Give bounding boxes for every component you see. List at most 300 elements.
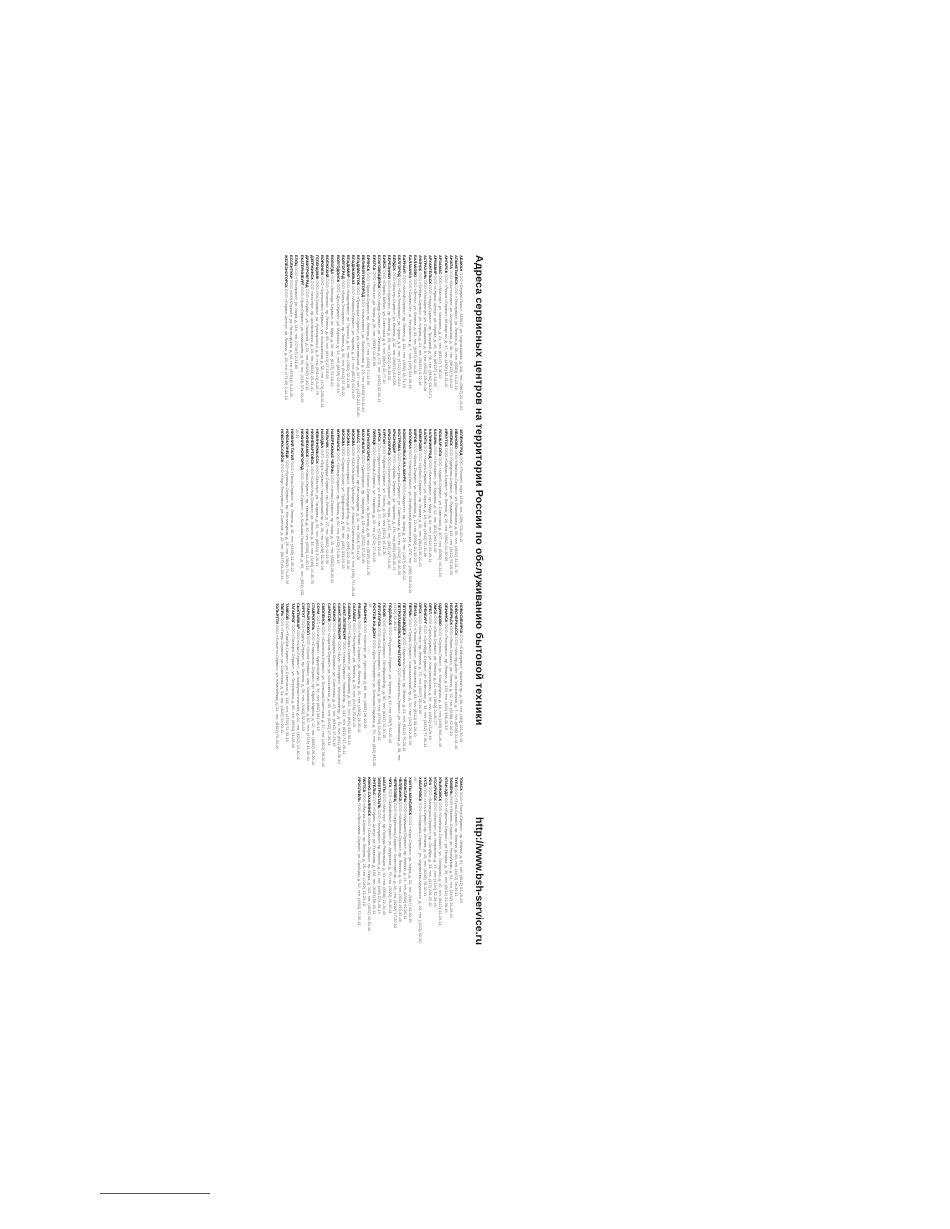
city-name: ТУЛА [453,777,459,788]
service-center-address: ООО «Техноцентр», ул. Савушкина, д. 6, тел. (8512) 25-60-48 [423,279,429,392]
city-name: ОРЕЛ [428,603,434,614]
address-entry [387,777,392,945]
city-name: КОСТРОМА [397,429,403,452]
service-center-address: ООО «Челны-Сервис», пр. Мира, д. 49, тел. (8552) 39-20-44 [330,474,336,584]
city-name: ТАМБОВ [285,603,291,620]
service-center-address: ООО «Марий-Сервис», ул. Советская, д. 107, тел. (8362) 45-11-20 [438,457,444,577]
city-name: КИРОВ [412,429,418,443]
city-name: ИВАНОВО [453,429,459,449]
address-entry [397,255,402,423]
address-entry [417,429,422,597]
address-entry [448,777,453,945]
address-entry [392,777,397,945]
city-name: САНКТ-ПЕТЕРБУРГ [336,603,342,641]
city-name: НАЛЬЧИК [325,429,331,448]
city-name: НОВОЧЕРКАССК [453,603,459,636]
service-center-address: ООО «Кузбасс-Сервис», пр. Ленина, д. 90, тел. (3842) 35-21-40 [417,452,423,567]
city-name: СТАРЫЙ ОСКОЛ [305,603,311,635]
address-entry [382,603,387,771]
address-entry [309,255,314,423]
service-center-address: ООО «Псков-Сервис», Октябрьский пр., д. 50, тел. (8112) 72-30-15 [382,617,388,739]
service-center-address: ООО «Омск-Сервис», ул. Ленина, д. 14, тел. (3812) 24-30-77 [433,615,439,725]
address-entry [422,603,427,771]
address-entry [438,777,443,945]
city-name: МАГНИТОГОРСК [366,429,372,462]
service-center-address: ООО «Сервис-Холл», ул. Профсоюзная, д. 56, тел. (495) 331-20-15 [340,446,346,569]
address-entry [397,429,402,597]
service-center-address: ООО «Сервис-Центр», ул. Ленина, д. 25, тел. (47148) 2-44-10 [284,288,290,400]
service-center-address: ООО «Мастер», пр. Победы Революции, д. 93, тел. (8636) 22-20-40 [382,793,388,916]
city-name: КРАСНОДАР [392,429,398,454]
service-center-address: ООО «Элтех», ул. Ленина, д. 93, тел. (8453) 62-44-30 [412,278,418,375]
city-name: НОВОКУЗНЕЦК [284,429,290,459]
service-center-address: ООО «Новсервис», ул. Ломоносова, д. 29, тел. (8162) 63-11-40 [361,298,367,412]
city-name: САЛАВАТ [352,603,358,622]
city-name: ЛИПЕЦК [371,429,377,446]
service-center-address: ООО «Сочи-Сервис», Курортный пр., д. 34, тел. (862) 264-30-15 [316,615,322,731]
city-name: ЭЛЕКТРОСТАЛЬ [377,777,383,809]
city-name: ВЛАДИКАВКАЗ [351,255,357,285]
city-name: КАЛИНИНГРАД [428,429,434,459]
service-center-address: ООО «Кузнецк-Сервис», пр. Металлургов, д. 26, тел. (3843) 74-20-10 [284,459,290,585]
service-center-address: ООО «Магнит-Сервис», пр. Ленина, д. 89, тел. (3519) 22-41-70 [366,462,372,576]
service-center-address: ООО «Техсервис», пр. Ленина, д. 11, тел. (496) 574-30-15 [377,809,383,914]
city-name: МОСКВА [345,429,351,446]
city-name: НИЖНЕВАРТОВСК [309,429,315,465]
service-center-address: ООО «Тагил-Сервис», пр. Ленина, д. 38, тел. (3435) 41-30-22 [289,461,295,572]
service-center-address: ООО «Татсервис», ул. Баумана, д. 44, тел. (843) 292-15-40 [433,446,439,553]
address-entry [351,429,356,597]
city-name: НАБЕРЕЖНЫЕ ЧЕЛНЫ [330,429,336,474]
address-entry [428,429,433,597]
service-center-address: ООО «Север-Сервис», пр. Ленина, д. 82, тел. (8152) 45-30-11 [335,452,341,564]
city-name: БЕЛГОРОД [397,255,403,277]
city-name: САРАТОВ [326,603,332,622]
city-name: НАХОДКА [320,429,326,449]
city-name: ЕССЕНТУКИ [289,255,295,279]
address-entry [289,255,294,423]
address-entry [397,777,402,945]
city-name: БЛАГОВЕЩЕНСК [376,255,382,289]
city-name: КРАСНОЯРСК [387,429,393,456]
city-name: БЕРДСК [392,255,398,271]
address-entry [325,429,330,597]
address-entry [289,429,294,597]
city-name: УЛЬЯНОВСК [438,777,444,802]
city-name: РОСТОВ-НА-ДОНУ [372,603,378,639]
service-center-address: ООО «Сервис-Центр», ул. Кирова, д. 45, тел. (86137) 3-15-00 [433,275,439,387]
service-center-address: ООО «Мастер», ул. Калинина, д. 24, тел. (83147) 7-30-22 [438,275,444,379]
city-name: БРЯНСК [366,255,372,272]
city-name: КОЛОМНА [407,429,413,449]
address-entry [458,429,463,597]
service-center-address: ООО «Ставрополь-Сервис», пр. Карла Маркса, д. 42, тел. (8652) 26-20-11 [311,631,317,766]
address-entry [458,255,463,423]
address-entry [412,429,417,597]
service-center-address: ООО «Сургут-Сервис», пр. Ленина, д. 39, тел. (3462) 52-20-15 [300,618,306,732]
city-name: ЧЕРЕПОВЕЦ [392,777,398,802]
city-name: ТВЕРЬ [280,603,286,617]
service-center-address: ООО «Балт-Техсервис», Московский пр., д. 79, тел. (812) 388-30-40 [336,641,342,764]
service-center-address: ООО «Алания-Сервис», ул. Кирова, д. 44, тел. (8672) 53-21-07 [351,285,357,399]
city-name: ПЯТИГОРСК [377,603,383,627]
address-entry [448,429,453,597]
service-center-address: ООО «Мастер-Плюс», ул. Октябрьской революции, д. 370, тел. (496) 618-20-11 [407,450,413,594]
city-name: БАЛАКОВО [412,255,418,278]
service-center-address: ООО «БСХ Бытовые Приборы», ул. Малая Семёновская, д. 9, тел. (495) 737-29-61 [351,446,357,597]
address-entry [443,603,448,771]
address-entry [438,255,443,423]
city-name: ЧИТА [387,777,393,788]
address-entry [422,255,427,423]
service-center-address: ООО «Дон-Сервис», ул. Морская, д. 12, тел. (8639) 22-40-15 [335,283,341,393]
address-entry [381,255,386,423]
city-name: КУРСК [376,429,382,442]
service-center-address: ООО «Югра-Сервис», ул. Мира, д. 52, тел. (3467) 33-30-15 [408,816,414,923]
city-name: ОДИНЦОВО [438,603,444,626]
address-entry [433,429,438,597]
city-name: СОЧИ [316,603,322,615]
service-center-address: ООО «Владсервис», ул. Горького, д. 61, тел. (4922) 32-14-88 [345,278,351,389]
city-name: ВЕЛИКИЙ НОВГОРОД [361,255,367,298]
city-name: ИРКУТСК [443,429,449,447]
service-center-address: ООО «Черноземье-Сервис», ул. Кольцовская, д. 35, тел. (473) 239-20-11 [320,276,326,408]
address-entry [304,255,309,423]
service-center-address: ООО «Чувашия-Сервис», пр. Ленина, д. 41, тел. (8352) 62-20-11 [403,803,409,920]
address-entry [433,255,438,423]
address-entry [356,777,361,945]
city-name: ДЗЕРЖИНСК [309,255,315,280]
address-entry [402,255,407,423]
city-name: ЗЕЛЕНОГРАД [459,429,464,456]
city-name: МАХАЧКАЛА [361,429,367,454]
service-center-address: ООО «Кама-Сервис», пр. Химиков, д. 40, тел. (8555) 41-20-15 [304,458,310,570]
address-entry [392,255,397,423]
city-name: НЕВИННОМЫССК [315,429,321,464]
city-name: НИЖНИЙ НОВГОРОД [299,429,305,470]
address-entry [438,429,443,597]
city-name: ЯРОСЛАВЛЬ [356,777,362,802]
address-entry [279,429,284,597]
address-entry [443,777,448,945]
service-center-address: ООО «Амуртех», пр. Мира, д. 29, тел. (4217) 54-30-12 [402,483,408,581]
city-name: ВОЛГОГРАД [340,255,346,279]
city-name: ЮЖНО-САХАЛИНСК [367,777,373,817]
address-entry [336,603,341,771]
service-center-address: ООО «Сервис», ул. Гагарина, д. 21, тел. (84235) 2-40-11 [304,288,310,391]
city-name: УССУРИЙСК [433,777,439,801]
service-center-address: ООО «Мастер», ул. Гагарина, д. 54, тел. (86554) 3-20-11 [315,464,321,567]
address-entry [366,429,371,597]
city-name: ТОМСК [459,777,464,791]
service-center-address: ООО «Смоленск-Сервис», ул. Большая Советская, д. 17, тел. (4812) 38-20-40 [321,626,327,768]
service-center-address: ООО «Кострома-Сервис», ул. Советская, д. 63, тел. (4942) 31-40-05 [397,452,403,576]
city-name: ЯКУТСК [361,777,367,793]
address-entry [371,429,376,597]
city-name: СУРГУТ [300,603,306,618]
address-entry [372,777,377,945]
city-name: АНАПА [448,255,454,269]
address-entry [345,255,350,423]
address-entry [340,255,345,423]
service-center-address: ООО «Ямал-Сервис», ул. Ленина, д. 32, тел. (3496) 42-20-10 [448,625,454,736]
address-entry [299,255,304,423]
address-entry [335,255,340,423]
city-name: ОБНИНСК [443,603,449,623]
service-center-address: ООО «Мастер», пр. Циолковского, д. 15, тел. (8313) 25-31-44 [309,280,315,392]
service-center-address: ООО «Нева-Сервис», Невский пр., д. 132, тел. (812) 717-20-11 [341,641,347,755]
service-center-address: ООО «Уралтех», пр. Ленина, д. 59, тел. (3424) 26-18-03 [387,279,393,381]
city-name: АРЗАМАС [438,255,444,275]
city-name: ЭНГЕЛЬС [372,777,378,796]
address-entry [428,777,433,945]
service-center-address: ООО «Пермь-Сервис», Комсомольский пр., д. 34, тел. (342) 212-30-15 [407,618,413,746]
address-entry [361,429,366,597]
address-entry [417,255,422,423]
city-name: ЕКАТЕРИНБУРГ [299,255,305,286]
service-center-address: ООО «КМВ-Сервис», ул. Пятигорская, д. 40, тел. (87934) 6-12-30 [289,279,295,398]
city-name: НИЖНЕКАМСК [304,429,310,458]
city-name: РЯЗАНЬ [357,603,363,620]
service-center-address: ООО «Томск-Сервис», пр. Ленина, д. 54, тел. (3822) 51-20-15 [459,791,464,903]
city-name: АСТРАХАНЬ [423,255,429,279]
city-name: ОРСК [417,603,423,614]
address-entry [422,777,427,945]
address-entry [311,603,316,771]
service-center-address: ООО «Мастер-Сервис», ул. Ленина, д. 30, тел. (38341) 2-14-56 [392,271,398,386]
address-entry [325,255,330,423]
service-center-address: ООО «Самотлор-Сервис», ул. Ленина, д. 15, тел. (3466) 24-30-70 [309,465,315,584]
service-center-address: ООО «Бурятия-Сервис», ул. Ленина, д. 30, тел. (3012) 21-30-15 [443,797,449,913]
service-center-address: ООО «Челябинск-Сервис», пр. Ленина, д. 64, тел. (351) 263-30-40 [397,802,403,922]
address-column [0,429,463,597]
address-entry [315,255,320,423]
service-center-address: ООО «Сервис-Центр», ул. Тельмана, д. 150, тел. (8453) 55-20-11 [372,796,378,915]
address-entry [376,429,381,597]
city-name: ВОЛЖСКИЙ [325,255,331,278]
service-center-address: ООО «Кубань-Сервис», ул. Красная, д. 176, тел. (861) 255-30-71 [392,454,398,571]
service-center-address: ООО «Амур-Сервис», ул. Зейская, д. 173, тел. (4162) 52-30-11 [376,289,382,403]
service-center-address: ООО «Техник», корп. 1106, тел. (499) 731-20-15 [459,456,464,543]
address-entry [376,255,381,423]
address-entry [453,603,458,771]
website-url[interactable]: http://www.bsh-service.ru [473,817,485,945]
service-center-address: ООО «Подольск-Сервис», ул. Кирова, д. 12, тел. (4967) 63-20-40 [387,626,393,744]
city-name: ЙОШКАР-ОЛА [438,429,444,457]
address-entry [326,603,331,771]
address-entry [361,255,366,423]
address-entry [295,429,304,597]
service-center-address: ООО «Курган-Сервис», ул. Гоголя, д. 55, тел. (3522) 46-11-30 [381,445,387,556]
city-name: НИЖНИЙ ТАГИЛ [289,429,295,461]
service-center-address: ООО «Мастер», пр. Ленина, д. 75, тел. (3537) 25-14-30 [417,614,423,714]
service-center-address: ООО «Алтай-Сервис», пр. Ленина, д. 154, тел. (3852) 36-71-15 [402,274,408,388]
service-center-address: ООО «Техсервис», ул. Мира, д. 116, тел. (47467) 2-31-80 [294,266,300,370]
service-center-address: ООО «Порт-Техсервис», ул. Советов, д. 42, тел. (8617) 61-30-15 [279,463,285,580]
service-center-address: ООО «Ярославль-Сервис», ул. Свободы, д. 62, тел. (4852) 72-30-11 [356,802,362,926]
service-center-address: ООО «Липецк-Сервис», ул. Гагарина, д. 33, тел. (4742) 27-30-15 [371,446,377,563]
city-name: ИЖЕВСК [448,429,454,446]
city-name: ДИМИТРОВГРАД [304,255,310,288]
address-entry [361,777,366,945]
address-entry [294,255,299,423]
service-center-address: ООО «Сервис-Плюс», ул. Молодёжная, д. 46, тел. (495) 591-20-40 [438,627,444,747]
service-center-address: ООО «Забайкалье-Сервис», ул. Амурская, д. 70, тел. (3022) 35-30-11 [387,788,393,914]
city-name: УЛАН-УДЭ [443,777,449,797]
address-entry [345,429,350,597]
service-center-address: ООО «Хабаровск-Сервис», ул. Муравьёва-Амурского, д. 23, тел. (4212) 30-20-40 [413,777,423,944]
city-name: ВОЛГОДОНСК [335,255,341,283]
address-entry [412,603,417,771]
city-name: ШАХТЫ [382,777,388,793]
address-entry [315,429,320,597]
address-entry [357,603,362,771]
city-name: МОСКВА [340,429,346,446]
address-entry [341,603,346,771]
service-center-address: ООО «Тольятти-Сервис», ул. Юбилейная, д. 31, тел. (8482) 70-30-40 [275,625,281,750]
city-name: СМОЛЕНСК [321,603,327,626]
address-entry [330,429,335,597]
service-center-address: ООО «Норд-Сервис», пр. Троицкий, д. 52, тел. (8182) 65-33-71 [428,284,434,399]
address-entry [443,255,448,423]
service-center-address: ООО «Приморье-Сервис», ул. Светланская, д. 147, тел. (423) 243-50-60 [356,286,362,417]
service-center-address: ООО «Ремонт-Сервис», 95 квартал, д. 17, тел. (3955) 52-11-40 [443,274,449,388]
address-entry [352,603,357,771]
address-column [0,603,463,771]
address-entry [316,603,321,771]
service-center-address: ООО «Удмуртия-Сервис», ул. Пушкинская, д. 154, тел. (3412) 51-20-33 [448,446,454,575]
city-name: ОМСК [433,603,439,615]
service-center-address: ООО «Сахалин-Сервис», пр. Мира, д. 113, тел. (4242) 42-30-40 [367,817,373,932]
service-center-address: ООО «Мордовия-Сервис», ул. Советская, д. 47, тел. (8342) 47-20-15 [331,622,337,747]
address-entry [300,603,305,771]
address-entry [340,429,345,597]
address-entry [356,255,361,423]
service-center-address: ООО «Калуга-Сервис», ул. Кирова, д. 19, тел. (4842) 57-30-80 [423,445,429,558]
service-center-address: ООО «Саратов-Сервис», ул. Московская, д. 55, тел. (8452) 27-30-11 [326,622,332,746]
city-name: АРМАВИР [433,255,439,275]
city-name: ВЛАДИМИР [345,255,351,278]
service-center-address: ООО «КМВ-Техсервис», пр. Кирова, д. 59, тел. (8793) 33-20-11 [377,627,383,741]
city-name: ГЕЛЕНДЖИК [315,255,321,280]
service-center-address: ООО «Мастер», ул. Крестовая, д. 88, тел. (4855) 28-20-15 [362,624,368,729]
service-center-address: ООО «Бел-Техсервис», ул. Щорса, д. 8, тел. (4722) 31-20-44 [397,277,403,387]
address-column [0,777,463,945]
service-center-address: ООО «Якутия-Сервис», пр. Ленина, д. 28, тел. (4112) 42-20-15 [361,793,367,906]
service-center-address: ООО «Урал-Сервис», ул. Малышева, д. 51, тел. (343) 371-20-45 [299,286,305,403]
address-entry [320,255,325,423]
address-entry [382,777,387,945]
address-entry [304,429,309,597]
city-name: НОЯБРЬСК [448,603,454,625]
address-entry [413,777,422,945]
city-name: КЕМЕРОВО [417,429,423,452]
address-entry [428,603,433,771]
service-center-address: ООО «Байкал-Сервис», ул. Ленина, д. 20, тел. (3952) 24-30-55 [443,447,449,562]
service-center-address: ООО «Сервис-Бийск», ул. Советская, д. 9, тел. (3854) 32-77-10 [381,269,387,384]
address-entry [290,603,295,771]
address-entry [428,255,433,423]
address-entry [305,603,310,771]
city-name: АНГАРСК [443,255,449,274]
service-center-address: ООО «Порт-Сервис», Находкинский пр., д. 58, тел. (4236) 62-30-18 [320,449,326,571]
service-center-address: ООО «Симбирск-Сервис», ул. Гончарова, д. 40, тел. (8422) 41-20-11 [438,802,444,926]
address-entry [458,603,463,771]
city-name: АБАКАН [459,255,464,272]
city-name: ВОРОНЕЖ [320,255,326,276]
city-name: ЕЛЕЦ [294,255,300,266]
address-entry [371,255,376,423]
city-name: БИЙСК [381,255,387,269]
city-name: КАЛУГА [423,429,429,445]
city-name: ЧЕБОКСАРЫ [403,777,409,803]
city-name: БАЛАШИХА [407,255,413,279]
service-center-address: ООО «Техсервис», пр. Автозаводцев, д. 11, тел. (3513) 53-14-20 [356,444,362,561]
city-name: ТАГАНРОГ [290,603,296,624]
service-center-address: ООО «Балтсервис», пр. Мира, д. 84, тел. (4012) 93-20-11 [428,459,434,563]
address-entry [351,255,356,423]
service-center-address: ООО «Курсктехсервис», ул. Ленина, д. 77, тел. (4712) 51-20-44 [376,442,382,557]
city-name: АЛЬМЕТЬЕВСК [453,255,459,285]
service-center-address: ООО «Череповец-Сервис», Советский пр., д. 35, тел. (8202) 57-20-15 [392,802,398,929]
city-name: УХТА [423,777,429,787]
document-title: Адреса сервисных центров на территории России по обслуживанию бытовой техники [473,255,485,726]
address-entry [422,429,427,597]
service-center-address: ООО «Таганрог-Сервис», ул. Петровская, д. 89, тел. (8634) 31-20-40 [290,624,296,748]
city-name: КОМСОМОЛЬСК-НА-АМУРЕ [402,429,408,483]
address-entry [335,429,340,597]
service-center-address: ООО «Техносервис», Ленинградский пр., д. 37, тел. (495) 212-30-40 [345,446,351,570]
address-entry [453,777,458,945]
address-entry [356,429,361,597]
city-name: ТОЛЬЯТТИ [275,603,281,624]
address-entry [443,429,448,597]
address-entry [403,777,408,945]
city-name: ВЛАДИВОСТОК [356,255,362,286]
address-entry [284,429,289,597]
address-entry [347,603,352,771]
address-entry [330,255,335,423]
service-center-address: ООО «Вятка-Сервис», ул. Московская, д. 12, тел. (8332) 64-10-22 [412,443,418,563]
address-entry [438,603,443,771]
address-entry [284,255,289,423]
service-center-address: ООО «Мастер-Дон», ул. Московская, д. 7, тел. (8635) 22-11-40 [453,636,459,750]
service-center-address: ООО «Техсервис», пр. Ленина, д. 129, тел. (484) 396-30-15 [443,623,449,730]
address-entry [448,603,453,771]
city-name: СЫКТЫВКАР [295,603,301,629]
city-name: ПЕНЗА [412,603,418,617]
address-entry [320,429,325,597]
address-columns [0,255,463,945]
address-column [0,255,463,423]
service-center-address: ООО «Техника», пр. Ленина, д. 99, тел. (8443) 27-15-60 [325,278,331,379]
service-center-address: ООО «Тамбов-Сервис», ул. Советская, д. 118, тел. (4752) 72-30-15 [285,620,291,742]
service-center-address: ООО «Тюмень-Сервис», ул. Республики, д. 61, тел. (3452) 46-20-40 [448,795,454,918]
address-entry [366,255,371,423]
rotated-document [0,255,485,945]
address-entry [448,255,453,423]
city-name: СТАВРОПОЛЬ [311,603,317,631]
address-entry [321,603,326,771]
address-entry [433,777,438,945]
city-name: КУРГАН [381,429,387,445]
city-name: КАЗАНЬ [433,429,439,446]
address-entry [377,777,382,945]
service-center-address: ООО «Юг-Сервис», ул. Луначарского, д. 8, тел. (86141) 5-22-70 [315,280,321,395]
address-entry [377,603,382,771]
service-center-address: ООО «Карелия-Сервис», пр. Ленина, д. 21, тел. (8142) 76-20-11 [402,636,408,752]
city-name: ХАБАРОВСК [417,777,423,802]
